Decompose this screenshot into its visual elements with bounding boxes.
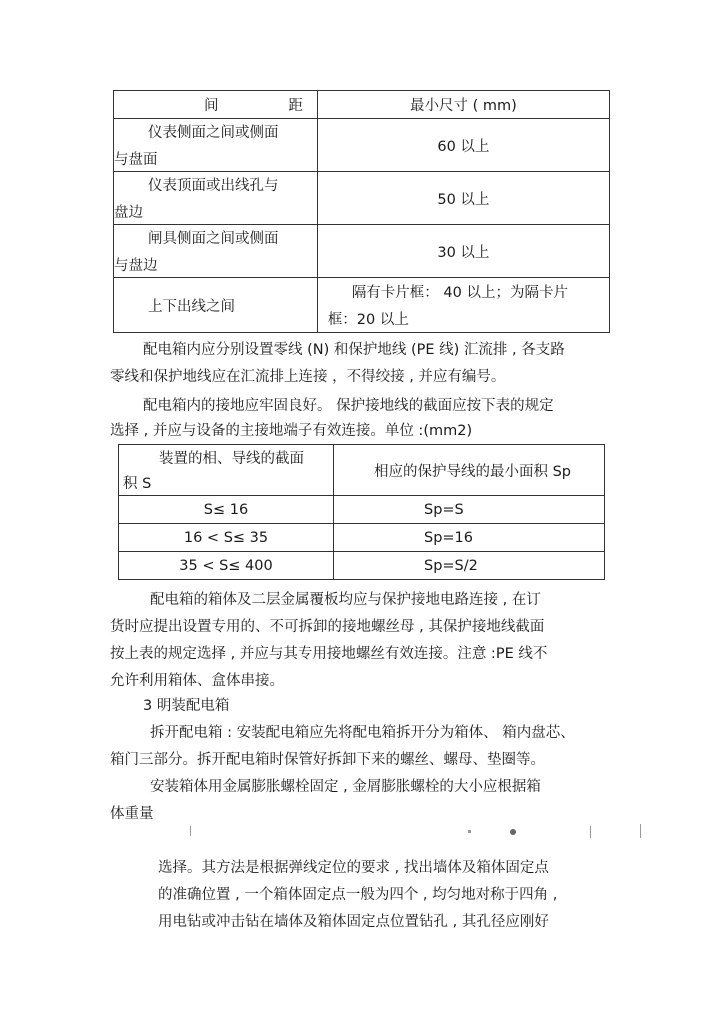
cell-sp: Sp=16: [334, 524, 605, 552]
clearance-table: [113, 90, 610, 333]
row-label-line2: 与盘边: [114, 258, 158, 274]
row-label: [114, 172, 318, 225]
table-row: [119, 524, 605, 552]
para3-line3: 按上表的规定选择 , 并应与其专用接地螺丝有效连接。注意 :PE 线不: [110, 646, 548, 662]
cell-s: 16 < S≤ 35: [119, 524, 334, 552]
table-header-row: [114, 91, 610, 119]
para1-line1: 配电箱内应分别设置零线 (N) 和保护地线 (PE 线) 汇流排 , 各支路: [143, 342, 565, 358]
cell-s: 35 < S≤ 400: [119, 552, 334, 580]
table-row: [119, 496, 605, 524]
row-label: [114, 119, 318, 172]
cell-sp: Sp=S/2: [334, 552, 605, 580]
row-value: 60 以上: [317, 119, 609, 172]
para2-line2: 选择 , 并应与设备的主接地端子有效连接。单位 :(mm2): [110, 423, 473, 439]
row-value: [317, 278, 609, 333]
para3-line1: 配电箱的箱体及二层金属覆板均应与保护接地电路连接 , 在订: [150, 592, 541, 608]
table-row: [114, 172, 610, 225]
para5-line1: 安装箱体用金属膨胀螺栓固定 , 金屑膨胀螺栓的大小应根据箱: [150, 779, 541, 795]
row-value: 50 以上: [317, 172, 609, 225]
row-label-line1: 仪表顶面或出线孔与: [148, 178, 279, 194]
header-col1-a: 间: [204, 98, 219, 114]
row-value-line1: 隔有卡片框： 40 以上；为隔卡片: [351, 285, 568, 301]
row-label-line2: 与盘面: [114, 152, 158, 168]
header-section-cell: [119, 445, 334, 496]
para6-line1: 选择。其方法是根据弹线定位的要求 , 找出墙体及箱体固定点: [158, 860, 549, 876]
table-row: [114, 278, 610, 333]
section-heading: 3 明装配电箱: [143, 698, 230, 714]
table-row: [119, 552, 605, 580]
para3-line4: 允许利用箱体、盒体串接。: [110, 673, 284, 689]
row-label: [114, 225, 318, 278]
row-label-line1: 上下出线之间: [148, 298, 235, 315]
row-label: [114, 278, 318, 333]
header-spacing-cell: [114, 91, 318, 119]
para3-line2: 货时应提出设置专用的、不可拆卸的接地螺丝母 , 其保护接地线截面: [110, 619, 545, 635]
table-row: [114, 119, 610, 172]
table-header-row: [119, 445, 605, 496]
header-min-size: 最小尺寸 ( mm): [317, 91, 609, 119]
para5-line2: 体重量: [110, 806, 154, 822]
para6-line3: 用电钻或冲击钻在墙体及箱体固定点位置钻孔 , 其孔径应刚好: [158, 914, 549, 930]
protective-conductor-table: [118, 444, 605, 580]
para4-line1: 拆开配电箱 : 安装配电箱应先将配电箱拆开分为箱体、 箱内盘芯、: [150, 725, 575, 741]
header-col1-line1: 装置的相、导线的截面: [159, 451, 304, 467]
row-label-line1: 仪表侧面之间或侧面: [148, 125, 279, 141]
row-label-line1: 闸具侧面之间或侧面: [148, 231, 279, 247]
para2-line1: 配电箱内的接地应牢固良好。 保护接地线的截面应按下表的规定: [143, 398, 554, 414]
table-row: [114, 225, 610, 278]
scan-artifact: [190, 822, 650, 842]
header-col1-line2: 积 S: [123, 476, 152, 492]
header-min-area: 相应的保护导线的最小面积 Sp: [334, 445, 605, 496]
row-value-line2: 框：20 以上: [327, 312, 409, 328]
row-label-line2: 盘边: [114, 205, 143, 221]
cell-s: S≤ 16: [119, 496, 334, 524]
row-value: 30 以上: [317, 225, 609, 278]
para1-line2: 零线和保护地线应在汇流排上连接 ，不得绞接 , 并应有编号。: [110, 369, 506, 385]
cell-sp: Sp=S: [334, 496, 605, 524]
para4-line2: 箱门三部分。拆开配电箱时保管好拆卸下来的螺丝、螺母、垫圈等。: [110, 752, 545, 768]
para6-line2: 的准确位置 , 一个箱体固定点一般为四个 , 均匀地对称于四角 ,: [158, 887, 558, 903]
header-col1-b: 距: [288, 98, 303, 114]
